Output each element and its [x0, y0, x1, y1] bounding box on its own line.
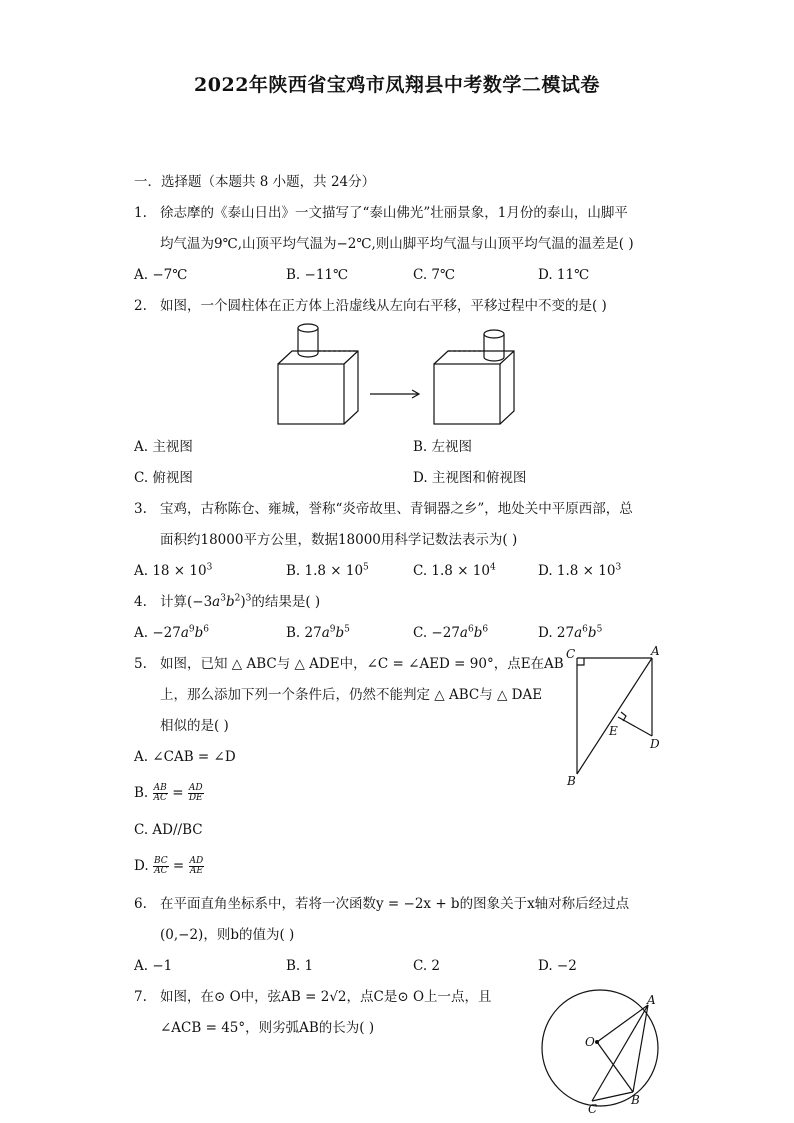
q4-line1: 计算$(-3a^3b^2)^3$的结果是( ) [160, 593, 321, 610]
label-a: A [651, 644, 660, 658]
q3-line2: 面积约18000平方公里，数据18000用科学记数法表示为( ) [160, 532, 518, 548]
q1-line2: 均气温为9℃,山顶平均气温为−2℃,则山脚平均气温与山顶平均气温的温差是( ) [160, 236, 634, 252]
section-heading: 一．选择题（本题共 8 小题，共 24分） [134, 174, 376, 190]
q5-option-c: C. AD//BC [134, 822, 203, 838]
label-c: C [588, 1102, 598, 1116]
circle-figure [530, 980, 670, 1120]
q3-number: 3. [134, 501, 147, 517]
q7-line1: 如图，在⊙ O中，弦AB = 2√2，点C是⊙ O上一点，且 [160, 989, 492, 1005]
q6-option-c: C. 2 [413, 958, 441, 974]
page-title: 2022年陕西省宝鸡市凤翔县中考数学二模试卷 [194, 74, 600, 96]
q3-option-b: B. $1.8 \times 10^5$ [286, 562, 369, 579]
q5-line1: 如图，已知 △ ABC与 △ ADE中，∠C = ∠AED = 90°，点E在AB [160, 656, 564, 672]
q3-line1: 宝鸡，古称陈仓、雍城，誉称“炎帝故里、青铜器之乡”，地处关中平原西部，总 [160, 501, 633, 517]
label-d: D [650, 737, 660, 751]
q4-number: 4. [134, 594, 147, 610]
q4-option-b: B. $27a^9b^5$ [286, 624, 350, 641]
label-c: C [566, 647, 576, 661]
q1-number: 1. [134, 205, 147, 221]
q5-number: 5. [134, 656, 147, 672]
q3-option-a: A. $18 \times 10^3$ [134, 562, 213, 579]
q1-line1: 徐志摩的《泰山日出》一文描写了“泰山佛光”壮丽景象，1月份的泰山，山脚平 [160, 205, 628, 221]
q2-option-a: A. 主视图 [134, 439, 193, 455]
label-e: E [609, 724, 618, 738]
q2-option-c: C. 俯视图 [134, 470, 193, 486]
q4-option-d: D. $27a^6b^5$ [538, 624, 603, 641]
q4-option-c: C. $-27a^6b^6$ [413, 624, 489, 641]
q2-option-d: D. 主视图和俯视图 [413, 470, 527, 486]
q3-option-d: D. $1.8 \times 10^3$ [538, 562, 622, 579]
q3-option-c: C. $1.8 \times 10^4$ [413, 562, 496, 579]
q5-line3: 相似的是( ) [160, 718, 229, 734]
q5-line2: 上，那么添加下列一个条件后，仍然不能判定 △ ABC与 △ DAE [160, 687, 543, 703]
q7-number: 7. [134, 989, 147, 1005]
q1-option-c: C. 7℃ [413, 267, 456, 283]
q5-option-d: D. $\frac{BC}{AC}$ = $\frac{AD}{AE}$ [134, 856, 204, 876]
q5-option-a: A. ∠CAB = ∠D [134, 749, 236, 765]
q6-line2: (0,−2)，则b的值为( ) [160, 927, 295, 943]
cube-cylinder-figure [270, 320, 530, 430]
q7-line2: ∠ACB = 45°，则劣弧AB的长为( ) [160, 1020, 375, 1036]
q5-option-b: B. $\frac{AB}{AC}$ = $\frac{AD}{DE}$ [134, 783, 203, 803]
q6-option-a: A. −1 [134, 958, 173, 974]
q2-option-b: B. 左视图 [413, 439, 473, 455]
q6-option-d: D. −2 [538, 958, 577, 974]
q1-option-b: B. −11℃ [286, 267, 349, 283]
triangle-figure [560, 640, 700, 795]
q6-option-b: B. 1 [286, 958, 314, 974]
label-b: B [631, 1093, 640, 1107]
label-a: A [647, 993, 656, 1007]
q1-option-d: D. 11℃ [538, 267, 590, 283]
q2-line1: 如图，一个圆柱体在正方体上沿虚线从左向右平移，平移过程中不变的是( ) [160, 298, 607, 314]
q6-line1: 在平面直角坐标系中，若将一次函数y = −2x + b的图象关于x轴对称后经过点 [160, 896, 630, 912]
q2-number: 2. [134, 298, 147, 314]
label-o: O [585, 1035, 595, 1049]
q1-option-a: A. −7℃ [134, 267, 188, 283]
label-b: B [567, 774, 576, 788]
q4-option-a: A. $-27a^9b^6$ [134, 624, 210, 641]
q6-number: 6. [134, 896, 147, 912]
